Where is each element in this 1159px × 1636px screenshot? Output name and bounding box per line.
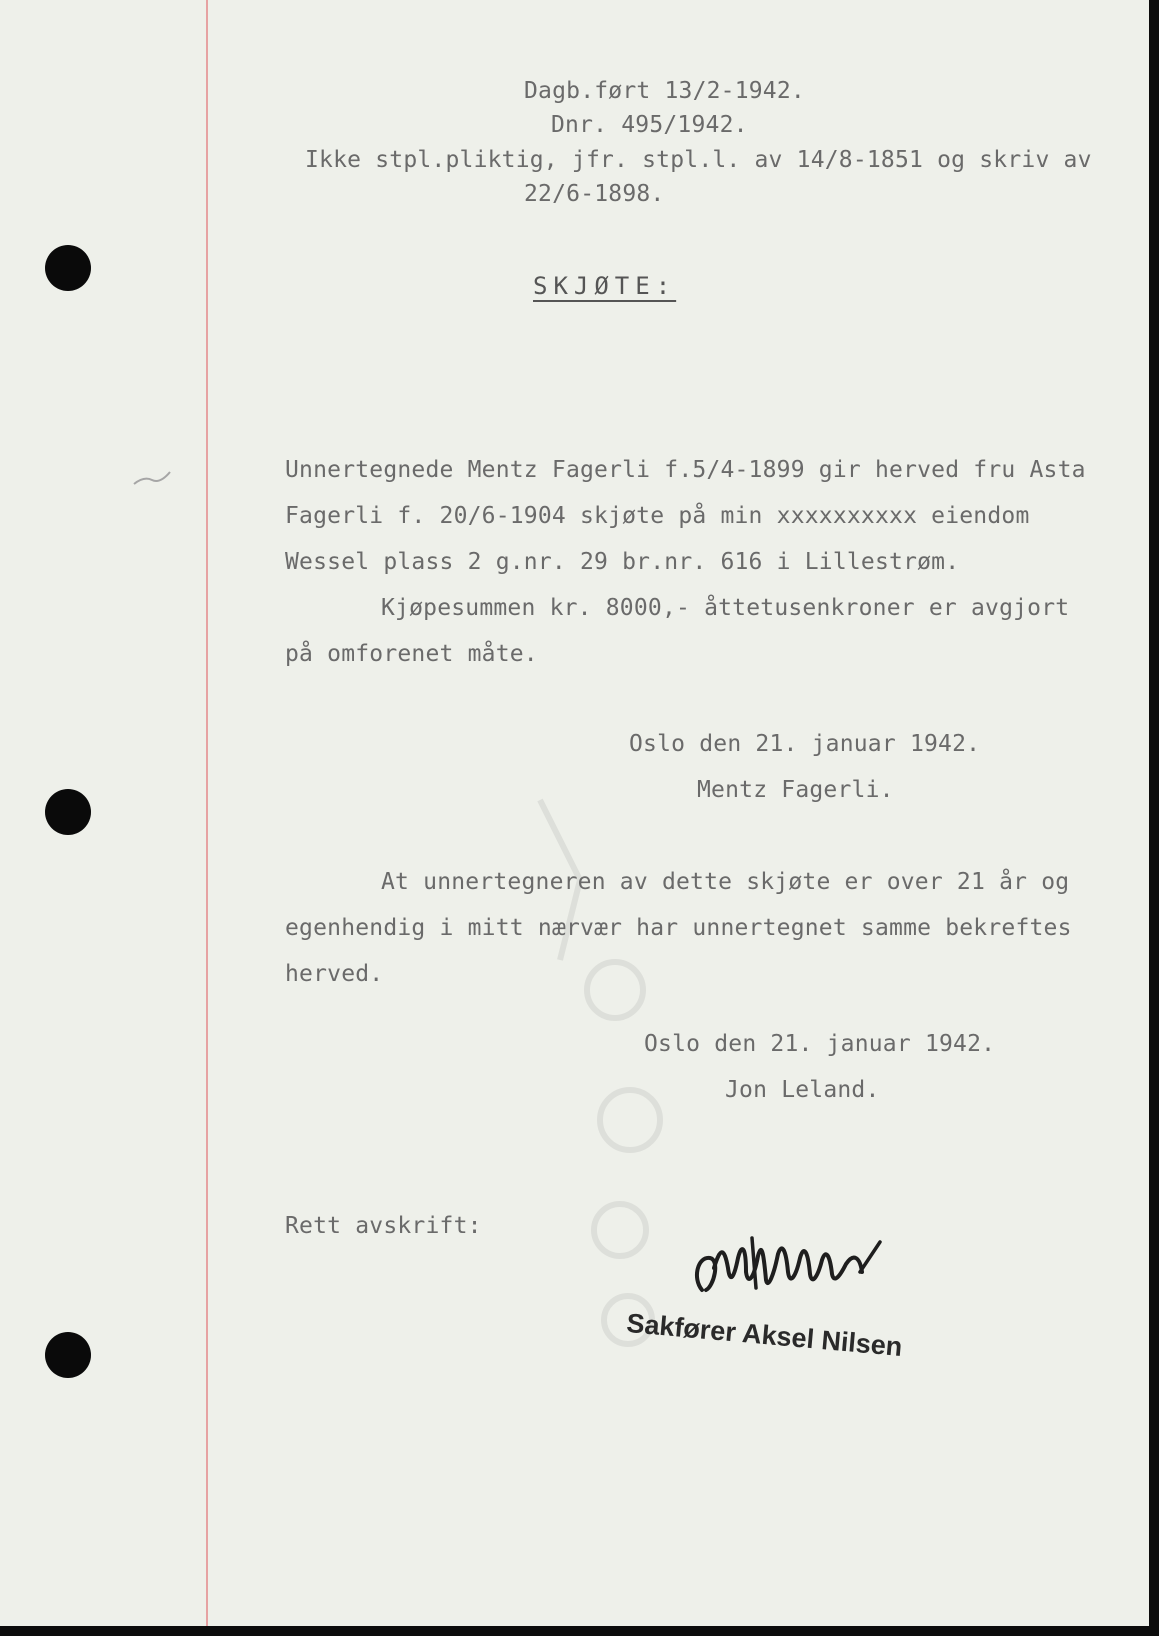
handwritten-signature xyxy=(684,1228,894,1318)
signoff-name: Mentz Fagerli. xyxy=(697,777,894,803)
witness-name: Jon Leland. xyxy=(725,1077,880,1103)
witness-line: egenhendig i mitt nærvær har unnertegnet samme bekreftes xyxy=(285,915,1072,941)
body-line: Unnertegnede Mentz Fagerli f.5/4-1899 gir herved fru Asta xyxy=(285,457,1086,483)
punch-hole-top xyxy=(45,245,91,291)
punch-hole-bottom xyxy=(45,1332,91,1378)
body-line: Fagerli f. 20/6-1904 skjøte på min xxxxxxxxxx eiendom xyxy=(285,503,1030,529)
signoff-place-date: Oslo den 21. januar 1942. xyxy=(629,731,981,757)
body-line: Kjøpesummen kr. 8000,- åttetusenkroner er avgjort xyxy=(381,595,1070,621)
pencil-mark xyxy=(130,466,174,492)
stamp-duty-note-date: 22/6-1898. xyxy=(524,181,665,207)
witness-line: herved. xyxy=(285,961,384,987)
witness-place-date: Oslo den 21. januar 1942. xyxy=(644,1031,996,1057)
witness-line: At unnertegneren av dette skjøte er over 21 år og xyxy=(381,869,1070,895)
red-margin-line xyxy=(206,0,208,1626)
diary-entry-line: Dagb.ført 13/2-1942. xyxy=(524,78,805,104)
body-line: på omforenet måte. xyxy=(285,641,538,667)
body-line: Wessel plass 2 g.nr. 29 br.nr. 616 i Lillestrøm. xyxy=(285,549,960,575)
certified-copy-label: Rett avskrift: xyxy=(285,1213,482,1239)
punch-hole-middle xyxy=(45,789,91,835)
document-title: SKJØTE: xyxy=(533,272,677,300)
stamp-duty-note: Ikke stpl.pliktig, jfr. stpl.l. av 14/8-1851 og skriv av xyxy=(305,147,1092,173)
case-number-line: Dnr. 495/1942. xyxy=(551,112,748,138)
lawyer-stamp: Sakfører Aksel Nilsen xyxy=(625,1308,904,1362)
